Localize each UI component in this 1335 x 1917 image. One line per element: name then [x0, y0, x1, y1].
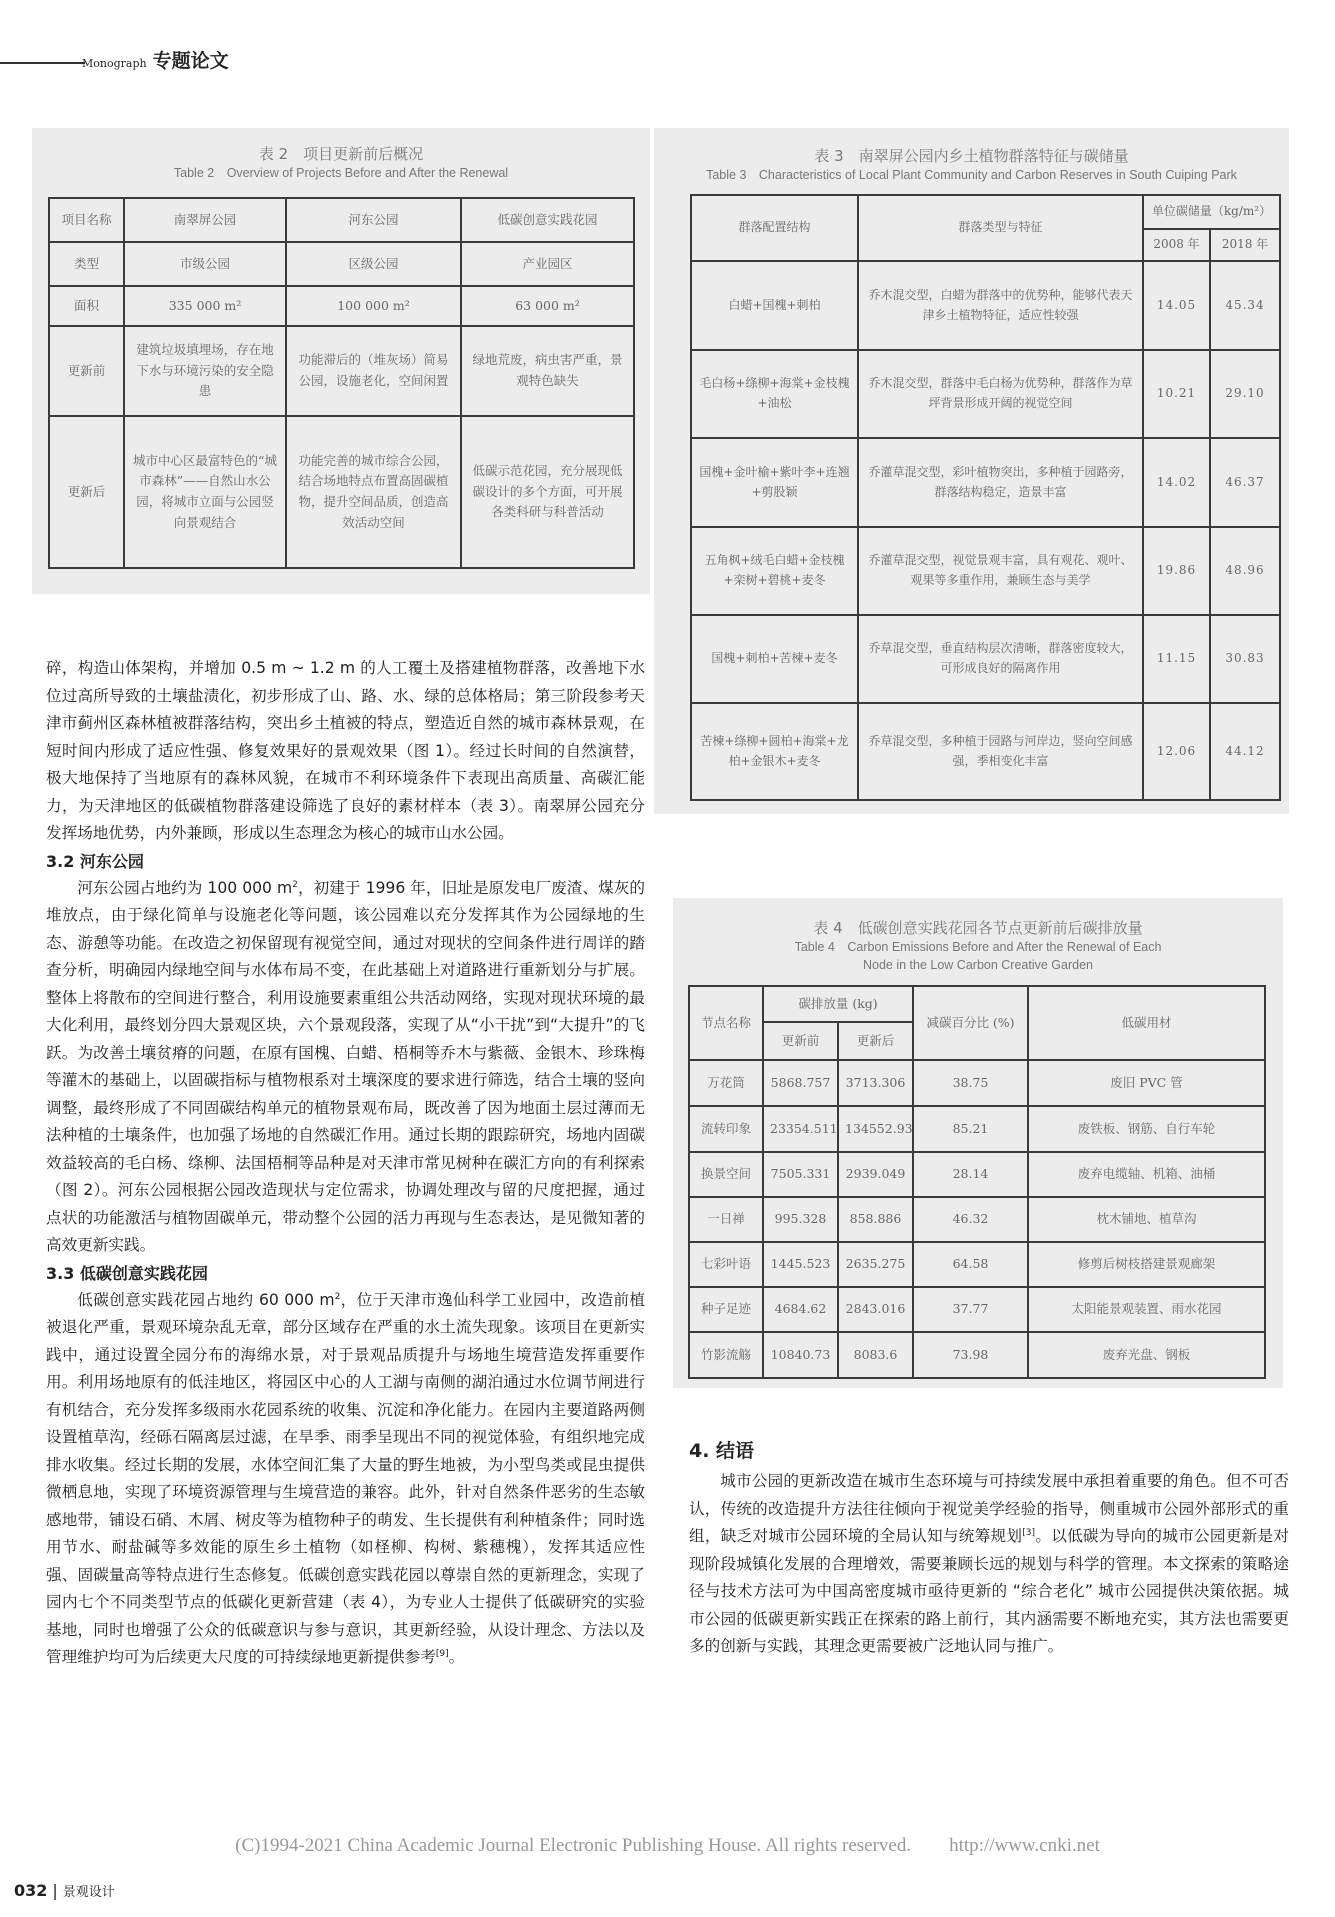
table-cell: 流转印象	[689, 1106, 763, 1152]
table-header-cell: 单位碳储量（kg/m²）	[1143, 195, 1280, 229]
table-row	[49, 286, 634, 326]
table-header-cell: 碳排放量 (kg)	[763, 986, 913, 1022]
table-cell: 38.75	[913, 1060, 1028, 1106]
table-cell: 种子足迹	[689, 1287, 763, 1332]
body-text: ，位于天津市逸仙科学工业园中，改造前植被退化严重，景观环境杂乱无章，部分区域存在严重的水土流失现象。该项目在更新实践中，通过设置全园分布的海绵水景，对于景观品质提升与场地生境营造发挥重要作用。利用场地原有的低洼地区，将园区中心的人工湖与南侧的湖泊通过水位调节闸进行有机结合，充分发挥多级雨水花园系统的收集、沉淀和净化能力。在园内主要道路两侧设置植草沟，经砾石隔离层过滤，在旱季、雨季呈现出不同的视觉体验，有组织地完成排水收集。经过长期的发展，水体空间汇集了大量的野生地被，为小型鸟类或昆虫提供微栖息地，实现了环境资源管理与生境营造的兼容。此外，针对自然条件恶劣的生态敏感地带，铺设石硝、木屑、树皮等为植物种子的萌发、生长提供有利种植条件；同时选用节水、耐盐碱等多效能的原生乡土植物（如柽柳、构树、紫穗槐），发挥其适应性强、固碳量高等特点进行生态修复。低碳创意实践花园以尊崇自然的更新理念，实现了园内七个不同类型节点的低碳化更新营建（表 4），为专业人士提供了低碳研究的实验基地，同时也增强了公众的低碳意识与参与意识，其更新经验，从设计理念、方法以及管理维护均可为后续更大尺度的可持续绿地更新提供参考	[46, 1290, 645, 1666]
table-header-cell: 更新前	[763, 1022, 838, 1060]
table-cell: 废弃电缆轴、机箱、油桶	[1028, 1152, 1265, 1197]
body-text: 。	[448, 1648, 465, 1666]
body-text: 。以低碳为导向的城市公园更新是对现阶段城镇化发展的合理增效，需要兼顾长远的规划与科学的管理。本文探索的策略途径与技术方法可为中国高密度城市亟待更新的 “综合老化” 城市公园提供决策依据。城市公园的低碳更新实践正在探索的路上前行，其内涵需要不断地充实，其方法也需要更多的创新与实践，其理念更需要被广泛地认同与推广。	[689, 1527, 1289, 1655]
table-cell: 2635.275	[838, 1242, 913, 1287]
table2-title-zh: 表 2 项目更新前后概况	[258, 145, 424, 163]
table-cell: 28.14	[913, 1152, 1028, 1197]
table-cell: 23354.511	[763, 1106, 838, 1152]
table-cell: 市级公园	[124, 242, 286, 286]
table-cell: 64.58	[913, 1242, 1028, 1287]
table-cell: 区级公园	[286, 242, 461, 286]
table-cell: 更新后	[49, 416, 124, 568]
table-cell: 南翠屏公园	[124, 198, 286, 242]
table-cell: 绿地荒废，病虫害严重，景观特色缺失	[461, 326, 634, 416]
table-cell: 毛白杨+绦柳+海棠+金枝槐+油松	[691, 350, 858, 438]
table-row	[691, 350, 1280, 438]
table-cell: 46.32	[913, 1197, 1028, 1242]
table-cell: 五角枫+绒毛白蜡+金枝槐+栾树+碧桃+麦冬	[691, 527, 858, 615]
body-paragraph: 碎，构造山体架构，并增加 0.5 m ~ 1.2 m 的人工覆土及搭建植物群落，改善地下水位过高所导致的土壤盐渍化，初步形成了山、路、水、绿的总体格局；第三阶段参考天津市蓟州区森林植被群落结构，突出乡土植被的特点，塑造近自然的城市森林景观，在短时间内形成了适应性强、修复效果好的景观效果（图 1）。经过长时间的自然演替，极大地保持了当地原有的森林风貌，在城市不利环境条件下表现出高质量、高碳汇能力，为天津地区的低碳植物群落建设筛选了良好的素材样本（表 3）。南翠屏公园充分发挥场地优势，内外兼顾，形成以生态理念为核心的城市山水公园。	[46, 659, 645, 842]
table-header-cell: 群落配置结构	[691, 195, 858, 261]
table-row	[49, 326, 634, 416]
table3-caption	[654, 146, 1289, 185]
table-header-cell: 减碳百分比 (%)	[913, 986, 1028, 1060]
table-cell: 1445.523	[763, 1242, 838, 1287]
table-cell: 一日禅	[689, 1197, 763, 1242]
table-cell: 29.10	[1210, 350, 1280, 438]
table-cell: 7505.331	[763, 1152, 838, 1197]
table-row	[689, 1152, 1265, 1197]
table-cell: 换景空间	[689, 1152, 763, 1197]
table-cell: 73.98	[913, 1332, 1028, 1378]
table-cell: 2939.049	[838, 1152, 913, 1197]
table4-caption	[673, 918, 1283, 974]
table3	[690, 194, 1281, 801]
table2-caption	[32, 144, 650, 183]
body-paragraph	[689, 1468, 1289, 1661]
superscript: 2	[292, 879, 298, 890]
table-cell: 太阳能景观装置、雨水花园	[1028, 1287, 1265, 1332]
table-row	[691, 527, 1280, 615]
table-cell: 11.15	[1143, 615, 1210, 703]
table-cell: 8083.6	[838, 1332, 913, 1378]
table-cell: 45.34	[1210, 261, 1280, 350]
table-cell: 30.83	[1210, 615, 1280, 703]
table4	[688, 985, 1266, 1379]
table-cell: 竹影流觞	[689, 1332, 763, 1378]
magazine-name: 景观设计	[62, 1885, 115, 1900]
table-cell: 134552.93	[838, 1106, 913, 1152]
table4-title-en: Table 4 Carbon Emissions Before and After the Renewal of Each Node in the Low Carbon Creative Garden	[794, 940, 1162, 972]
table-cell: 万花筒	[689, 1060, 763, 1106]
table-cell: 低碳示范花园，充分展现低碳设计的多个方面，可开展各类科研与科普活动	[461, 416, 634, 568]
table3-title-en: Table 3 Characteristics of Local Plant Community and Carbon Reserves in South Cuiping Park	[706, 168, 1237, 182]
table-header-cell: 节点名称	[689, 986, 763, 1060]
table-row	[691, 195, 1280, 229]
table-cell: 乔木混交型，群落中毛白杨为优势种，群落作为草坪背景形成开阔的视觉空间	[858, 350, 1143, 438]
body-paragraph	[46, 1287, 645, 1672]
table-cell: 44.12	[1210, 703, 1280, 800]
table-cell: 46.37	[1210, 438, 1280, 527]
table-cell: 废铁板、钢筋、自行车轮	[1028, 1106, 1265, 1152]
table-cell: 类型	[49, 242, 124, 286]
table-cell: 建筑垃圾填埋场，存在地下水与环境污染的安全隐患	[124, 326, 286, 416]
table-row	[691, 703, 1280, 800]
table-row	[691, 615, 1280, 703]
table-header-cell: 2008 年	[1143, 229, 1210, 261]
table-cell: 12.06	[1143, 703, 1210, 800]
table-row	[689, 1242, 1265, 1287]
body-text: ，初建于 1996 年，旧址是原发电厂废渣、煤灰的堆放点，由于绿化简单与设施老化等问题，该公园难以充分发挥其作为公园绿地的生态、游憩等功能。在改造之初保留现有视觉空间，通过对现状的空间条件进行周详的踏查分析，明确园内绿地空间与水体布局不变，在此基础上对道路进行重新划分与扩展。整体上将散布的空间进行整合，利用设施要素重组公共活动网络，实现对现状环境的最大化利用，最终划分四大景观区块，六个景观段落，实现了从“小干扰”到“大提升”的飞跃。为改善土壤贫瘠的问题，在原有国槐、白蜡、梧桐等乔木与紫薇、金银木、珍珠梅等灌木的基础上，以固碳指标与植物根系对土壤深度的要求进行筛选，结合土壤的竖向调整，最终形成了不同固碳结构单元的植物景观布局，既改善了因为地面土层过薄而无法种植的土壤条件，也加强了场地的自然碳汇作用。通过长期的跟踪研究，场地内固碳效益较高的毛白杨、绦柳、法国梧桐等品种是对天津市常见树种在碳汇方向的有利探索（图 2）。河东公园根据公园改造现状与定位需求，协调处理改与留的尺度把握，通过点状的功能激活与植物固碳单元，带动整个公园的活力再现与生态表达，是见微知著的高效更新实践。	[46, 878, 645, 1254]
table-cell: 国槐+金叶榆+紫叶李+连翘+剪股颖	[691, 438, 858, 527]
table-cell: 3713.306	[838, 1060, 913, 1106]
table4-title-zh: 表 4 低碳创意实践花园各节点更新前后碳排放量	[813, 919, 1143, 937]
table-cell: 功能完善的城市综合公园，结合场地特点布置高固碳植物，提升空间品质，创造高效活动空间	[286, 416, 461, 568]
table-cell: 48.96	[1210, 527, 1280, 615]
table-cell: 七彩叶语	[689, 1242, 763, 1287]
header-zh: 专题论文	[152, 50, 229, 72]
table2-panel	[32, 128, 650, 594]
table-row	[49, 416, 634, 568]
reference-link[interactable]: [9]	[435, 1648, 449, 1659]
table-cell: 废旧 PVC 管	[1028, 1060, 1265, 1106]
table-cell: 国槐+刺柏+苦楝+麦冬	[691, 615, 858, 703]
table-cell: 100 000 m²	[286, 286, 461, 326]
table-cell: 335 000 m²	[124, 286, 286, 326]
table2	[48, 197, 635, 569]
table3-title-zh: 表 3 南翠屏公园内乡土植物群落特征与碳储量	[814, 147, 1129, 165]
table-cell: 37.77	[913, 1287, 1028, 1332]
table-cell: 5868.757	[763, 1060, 838, 1106]
header-rule	[0, 62, 85, 64]
table-cell: 白蜡+国槐+刺柏	[691, 261, 858, 350]
superscript: 2	[334, 1291, 341, 1302]
section-heading-3-2: 3.2 河东公园	[46, 851, 144, 871]
table-header-cell: 更新后	[838, 1022, 913, 1060]
table-cell: 废弃光盘、钢板	[1028, 1332, 1265, 1378]
body-text: 低碳创意实践花园占地约 60 000 m	[77, 1290, 335, 1309]
table-row	[49, 198, 634, 242]
table-header-cell: 2018 年	[1210, 229, 1280, 261]
table-cell: 14.02	[1143, 438, 1210, 527]
section-header	[82, 46, 229, 73]
table-row	[689, 1106, 1265, 1152]
page-footer	[14, 1881, 115, 1900]
table-row	[689, 1332, 1265, 1378]
table-cell: 枕木铺地、植草沟	[1028, 1197, 1265, 1242]
table-cell: 乔木混交型，白蜡为群落中的优势种，能够代表天津乡土植物特征，适应性较强	[858, 261, 1143, 350]
table-row	[689, 1197, 1265, 1242]
header-en: Monograph	[82, 57, 147, 70]
table-cell: 修剪后树枝搭建景观廊架	[1028, 1242, 1265, 1287]
table3-panel	[654, 128, 1289, 814]
table-cell: 苦楝+绦柳+圆柏+海棠+龙柏+金银木+麦冬	[691, 703, 858, 800]
table-cell: 低碳创意实践花园	[461, 198, 634, 242]
body-paragraph	[46, 875, 645, 1260]
section-heading-4: 4. 结语	[689, 1440, 755, 1462]
table-cell: 2843.016	[838, 1287, 913, 1332]
table-header-cell: 低碳用材	[1028, 986, 1265, 1060]
body-text: 城市公园的更新改造在城市生态环境与可持续发展中承担着重要的角色。但不可否认，传统的改造提升方法往往倾向于视觉美学经验的指导，侧重城市公园外部形式的重组，缺乏对城市公园环境的全局认知与统筹规划	[689, 1472, 1289, 1545]
table4-panel	[673, 898, 1283, 1388]
table-cell: 995.328	[763, 1197, 838, 1242]
table-cell: 城市中心区最富特色的“城市森林”——自然山水公园，将城市立面与公园竖向景观结合	[124, 416, 286, 568]
table-row	[49, 242, 634, 286]
section-heading-3-3: 3.3 低碳创意实践花园	[46, 1263, 208, 1283]
table-row	[689, 1060, 1265, 1106]
copyright-notice: (C)1994-2021 China Academic Journal Electronic Publishing House. All rights reserved. http://www.cnki.net	[235, 1835, 1100, 1856]
table-cell: 更新前	[49, 326, 124, 416]
table-cell: 10840.73	[763, 1332, 838, 1378]
table-cell: 河东公园	[286, 198, 461, 242]
table-cell: 63 000 m²	[461, 286, 634, 326]
table-cell: 10.21	[1143, 350, 1210, 438]
table-cell: 产业园区	[461, 242, 634, 286]
table-cell: 项目名称	[49, 198, 124, 242]
table-cell: 19.86	[1143, 527, 1210, 615]
table2-title-en: Table 2 Overview of Projects Before and After the Renewal	[173, 166, 509, 180]
page-number: 032	[14, 1881, 48, 1900]
table-cell: 14.05	[1143, 261, 1210, 350]
reference-link[interactable]: [3]	[1022, 1527, 1036, 1538]
body-text: 河东公园占地约为 100 000 m	[77, 878, 293, 897]
table-cell: 85.21	[913, 1106, 1028, 1152]
footer-separator: |	[52, 1881, 58, 1900]
table-cell: 乔草混交型，垂直结构层次清晰，群落密度较大，可形成良好的隔离作用	[858, 615, 1143, 703]
left-column-text	[46, 655, 645, 1672]
right-column-text	[689, 1436, 1289, 1661]
table-cell: 功能滞后的（堆灰场）简易公园，设施老化，空间闲置	[286, 326, 461, 416]
table-header-cell: 群落类型与特征	[858, 195, 1143, 261]
table-row	[689, 1287, 1265, 1332]
table-cell: 4684.62	[763, 1287, 838, 1332]
table-cell: 乔草混交型，多种植于园路与河岸边，竖向空间感强，季相变化丰富	[858, 703, 1143, 800]
table-row	[691, 261, 1280, 350]
table-cell: 858.886	[838, 1197, 913, 1242]
table-row	[689, 986, 1265, 1022]
table-row	[691, 438, 1280, 527]
table-cell: 乔灌草混交型，彩叶植物突出，多种植于园路旁，群落结构稳定，造景丰富	[858, 438, 1143, 527]
table-cell: 面积	[49, 286, 124, 326]
table-cell: 乔灌草混交型，视觉景观丰富，具有观花、观叶、观果等多重作用，兼顾生态与美学	[858, 527, 1143, 615]
